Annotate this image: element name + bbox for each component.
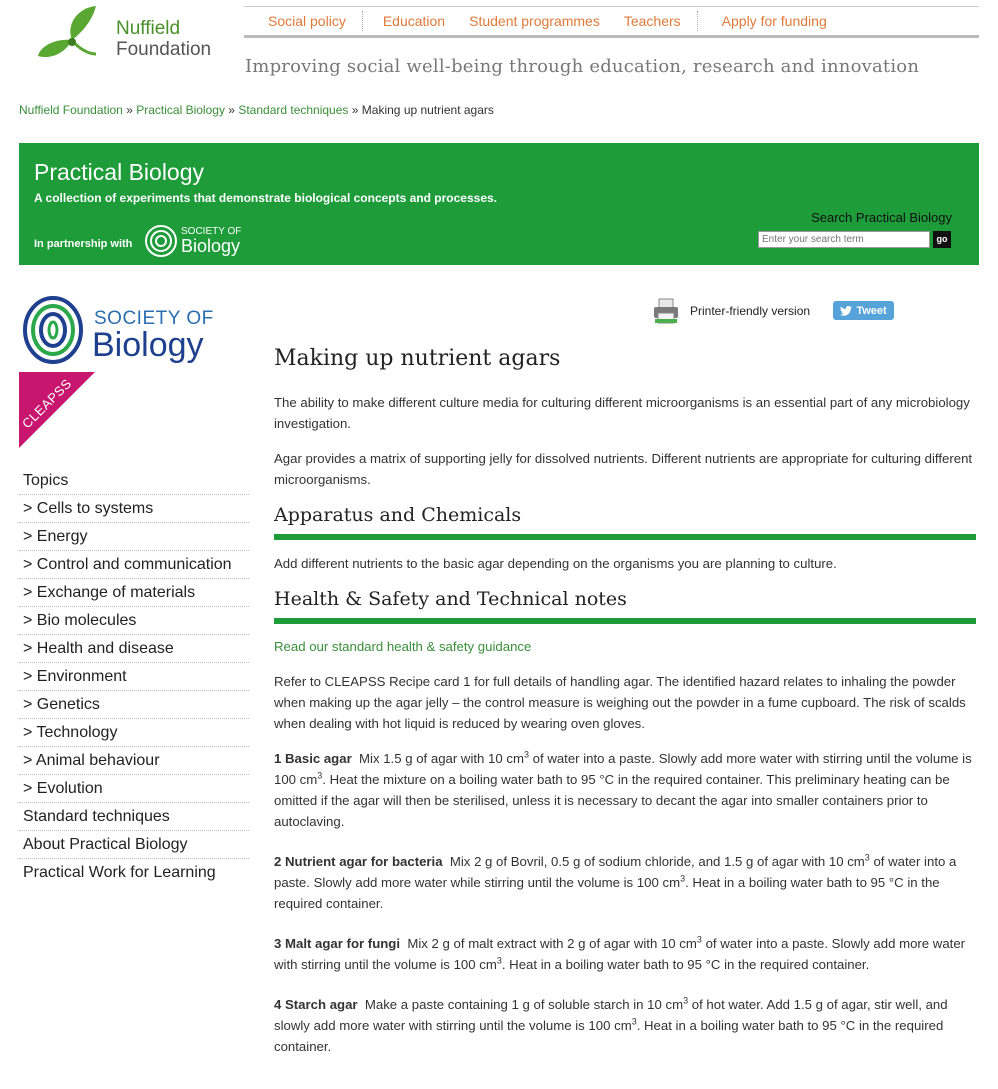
unit-cubed: 3 xyxy=(496,955,502,966)
recipe-4-text-a: Make a paste containing 1 g of soluble starch in 10 xyxy=(364,997,666,1012)
cleapss-badge[interactable] xyxy=(19,372,95,448)
sob-logo-line1: SOCIETY OF xyxy=(94,308,214,329)
page-tools xyxy=(652,297,810,325)
nav-education[interactable]: Education xyxy=(382,13,446,29)
article xyxy=(274,340,976,1057)
health-safety-heading: Health & Safety and Technical notes xyxy=(274,588,976,624)
unit-cm: cm xyxy=(665,997,684,1012)
unit-cubed: 3 xyxy=(317,770,323,781)
topic-cells-to-systems[interactable]: > Cells to systems xyxy=(19,495,249,523)
topics-menu xyxy=(19,467,249,887)
breadcrumb-practical-biology[interactable]: Practical Biology xyxy=(136,103,225,117)
topic-energy[interactable]: > Energy xyxy=(19,523,249,551)
sidebar-standard-techniques[interactable]: Standard techniques xyxy=(19,803,249,831)
nav-student-programmes[interactable]: Student programmes xyxy=(469,13,600,29)
unit-cm: cm xyxy=(847,854,865,869)
nav-social-policy[interactable]: Social policy xyxy=(268,13,346,29)
practical-biology-banner xyxy=(19,143,979,265)
nav-separator xyxy=(697,11,698,31)
breadcrumb-nuffield[interactable]: Nuffield Foundation xyxy=(19,103,123,117)
apparatus-text: Add different nutrients to the basic agar depending on the organisms you are planning to culture. xyxy=(274,556,837,571)
topic-health-and-disease[interactable]: > Health and disease xyxy=(19,635,249,663)
nav-apply-for-funding[interactable]: Apply for funding xyxy=(721,13,827,29)
printer-friendly-link[interactable]: Printer-friendly version xyxy=(690,304,811,318)
breadcrumb-standard-techniques[interactable]: Standard techniques xyxy=(238,103,349,117)
topic-control-and-communication[interactable]: > Control and communication xyxy=(19,551,249,579)
tagline: Improving social well-being through education, research and innovation xyxy=(245,56,920,77)
recipe-3-label: 3 Malt agar for fungi xyxy=(274,936,401,951)
hs-text: Refer to CLEAPSS Recipe card 1 for full details of handling agar. The identified hazard relates to inhaling the powder when making up the agar jelly – the control measure is weighing out the powder in a fume cupboard. The risk of scalds when dealing with hot liquid is reduced by wearing oven gloves. xyxy=(274,674,966,731)
breadcrumb-separator: » xyxy=(126,103,133,117)
topic-exchange-of-materials[interactable]: > Exchange of materials xyxy=(19,579,249,607)
top-navigation xyxy=(244,6,979,38)
recipe-4 xyxy=(274,994,976,1057)
search-input[interactable] xyxy=(758,231,930,248)
topic-animal-behaviour[interactable]: > Animal behaviour xyxy=(19,747,249,775)
hs-link-paragraph xyxy=(274,636,976,657)
banner-title[interactable]: Practical Biology xyxy=(34,159,205,185)
breadcrumb-separator: » xyxy=(228,103,235,117)
topic-bio-molecules[interactable]: > Bio molecules xyxy=(19,607,249,635)
recipe-2-text-b: of water into a paste. Slowly add more water while stirring until the volume is 100 xyxy=(274,854,957,890)
recipe-3-text-b: of water into a paste. Slowly add more water with stirring until the volume is 100 xyxy=(274,936,966,972)
recipe-2-text-c: . Heat in a boiling water bath to 95 °C in the required container. xyxy=(274,875,940,911)
intro-paragraph-1: The ability to make different culture media for culturing different microorganisms is an essential part of any microbiology investigation. xyxy=(274,395,970,431)
topic-evolution[interactable]: > Evolution xyxy=(19,775,249,803)
recipe-2-text-a: Mix 2 g of Bovril, 0.5 g of sodium chloride, and 1.5 g of agar with 10 xyxy=(449,854,848,869)
unit-cm: cm xyxy=(614,1018,632,1033)
unit-cubed: 3 xyxy=(864,852,870,863)
nuffield-logo[interactable] xyxy=(36,4,226,70)
unit-cm: cm xyxy=(506,751,524,766)
society-of-biology-mini-logo[interactable] xyxy=(143,223,253,259)
cleapss-label: CLEAPSS xyxy=(18,375,75,432)
unit-cubed: 3 xyxy=(680,873,686,884)
banner-subtitle: A collection of experiments that demonstrate biological concepts and processes. xyxy=(34,191,498,205)
mini-logo-line1: SOCIETY OF xyxy=(181,226,242,237)
logo-line1: Nuffield xyxy=(116,18,181,39)
breadcrumb-current: Making up nutrient agars xyxy=(361,103,494,117)
tweet-button[interactable] xyxy=(833,301,894,320)
topic-technology[interactable]: > Technology xyxy=(19,719,249,747)
recipe-1-label: 1 Basic agar xyxy=(274,751,352,766)
recipe-1-text-b: of water into a paste. Slowly add more water with stirring until the volume is 100 xyxy=(274,751,972,787)
breadcrumb-separator: » xyxy=(351,103,359,117)
recipe-1-text-a: Mix 1.5 g of agar with 10 xyxy=(359,751,507,766)
unit-cubed: 3 xyxy=(631,1016,637,1027)
search-label: Search Practical Biology xyxy=(811,210,952,225)
society-of-biology-logo[interactable] xyxy=(22,295,222,367)
twitter-bird-icon xyxy=(840,306,852,316)
unit-cubed: 3 xyxy=(683,995,689,1006)
recipe-3 xyxy=(274,933,976,975)
rings-icon xyxy=(143,223,179,259)
mini-logo-line2: Biology xyxy=(181,236,241,256)
unit-cm: cm xyxy=(299,772,318,787)
printer-icon[interactable] xyxy=(652,297,680,325)
unit-cm: cm xyxy=(662,875,681,890)
rings-icon xyxy=(22,295,84,365)
search-go-button[interactable]: go xyxy=(933,231,951,248)
recipe-2 xyxy=(274,851,976,914)
unit-cm: cm xyxy=(679,936,697,951)
breadcrumb xyxy=(19,103,494,117)
unit-cubed: 3 xyxy=(523,749,529,760)
article-title: Making up nutrient agars xyxy=(274,346,561,371)
topics-heading[interactable]: Topics xyxy=(19,467,249,495)
recipe-1 xyxy=(274,748,976,832)
sob-logo-line2: Biology xyxy=(92,326,204,364)
topic-genetics[interactable]: > Genetics xyxy=(19,691,249,719)
apparatus-heading: Apparatus and Chemicals xyxy=(274,504,976,540)
recipe-3-text-a: Mix 2 g of malt extract with 2 g of agar with 10 xyxy=(407,936,680,951)
recipe-2-label: 2 Nutrient agar for bacteria xyxy=(274,854,443,869)
intro-paragraph-2: Agar provides a matrix of supporting jelly for dissolved nutrients. Different nutrients are appropriate for culturing different microorganisms. xyxy=(274,451,973,487)
nav-teachers[interactable]: Teachers xyxy=(623,13,681,29)
nav-separator xyxy=(362,11,363,31)
leaf-icon xyxy=(36,4,116,70)
partner-label: In partnership with xyxy=(34,238,133,250)
logo-line2: Foundation xyxy=(116,39,212,60)
sidebar-about-practical-biology[interactable]: About Practical Biology xyxy=(19,831,249,859)
health-safety-guidance-link[interactable]: Read our standard health & safety guidance xyxy=(274,639,532,654)
recipe-4-text-b: of hot water. Add 1.5 g of agar, stir well, and slowly add more water with stirring until the volume is 100 xyxy=(274,997,948,1033)
recipe-1-text-c: . Heat the mixture on a boiling water bath to 95 °C in the required container. This preliminary heating can be omitted if the agar will then be sterilised, unless it is necessary to decant the agar into smaller containers prior to autoclaving. xyxy=(274,772,950,829)
topic-environment[interactable]: > Environment xyxy=(19,663,249,691)
recipe-3-text-c: . Heat in a boiling water bath to 95 °C in the required container. xyxy=(501,957,870,972)
sidebar-practical-work-for-learning[interactable]: Practical Work for Learning xyxy=(23,864,216,881)
unit-cubed: 3 xyxy=(696,934,702,945)
recipe-4-label: 4 Starch agar xyxy=(274,997,358,1012)
tweet-label: Tweet xyxy=(856,304,887,317)
unit-cm: cm xyxy=(479,957,497,972)
recipe-4-text-c: . Heat in a boiling water bath to 95 °C in the required container. xyxy=(274,1018,944,1054)
